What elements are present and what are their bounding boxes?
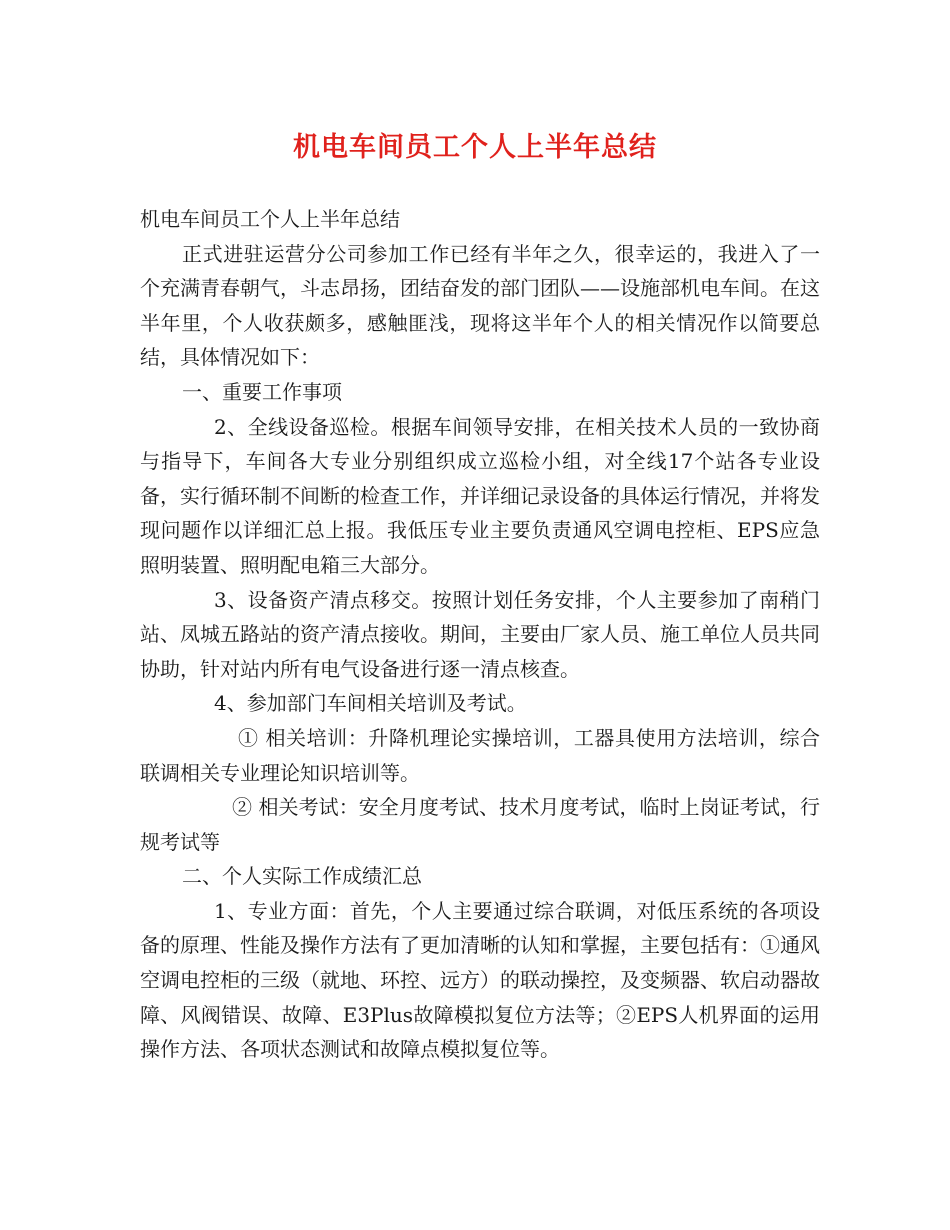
document-body	[140, 202, 820, 1067]
body-heading: 机电车间员工个人上半年总结	[140, 207, 400, 231]
subitem-training-list: ① 相关培训：升降机理论实操培训，工器具使用方法培训，综合联调相关专业理论知识培训等。	[140, 725, 820, 785]
section-heading-2: 二、个人实际工作成绩汇总	[182, 864, 422, 889]
item-paragraph-professional: 1、专业方面：首先，个人主要通过综合联调，对低压系统的各项设备的原理、性能及操作方法有了更加清晰的认知和掌握，主要包括有：①通风空调电控柜的三级（就地、环控、远方）的联动操控，及变频器、软启动器故障、风阀错误、故障、E3Plus故障模拟复位方法等；②EPS人机界面的运用操作方法、各项状态测试和故障点模拟复位等。	[140, 898, 820, 1062]
intro-paragraph: 正式进驻运营分公司参加工作已经有半年之久，很幸运的，我进入了一个充满青春朝气，斗志昂扬，团结奋发的部门团队——设施部机电车间。在这半年里，个人收获颇多，感触匪浅，现将这半年个人的相关情况作以简要总结，具体情况如下：	[140, 241, 820, 370]
document-title: 机电车间员工个人上半年总结	[293, 132, 657, 163]
section-heading-1: 一、重要工作事项	[182, 379, 342, 404]
item-paragraph-training: 4、参加部门车间相关培训及考试。	[214, 691, 527, 716]
item-paragraph-inspection: 2、全线设备巡检。根据车间领导安排，在相关技术人员的一致协商与指导下，车间各大专业分别组织成立巡检小组，对全线17个站各专业设备，实行循环制不间断的检查工作，并详细记录设备的具体运行情况，并将发现问题作以详细汇总上报。我低压专业主要负责通风空调电控柜、EPS应急照明装置、照明配电箱三大部分。	[140, 414, 820, 577]
item-paragraph-asset-handover: 3、设备资产清点移交。按照计划任务安排，个人主要参加了南稍门站、凤城五路站的资产清点接收。期间，主要由厂家人员、施工单位人员共同协助，针对站内所有电气设备进行逐一清点核查。	[140, 587, 820, 681]
subitem-exam-list: ② 相关考试：安全月度考试、技术月度考试，临时上岗证考试，行规考试等	[140, 795, 820, 854]
